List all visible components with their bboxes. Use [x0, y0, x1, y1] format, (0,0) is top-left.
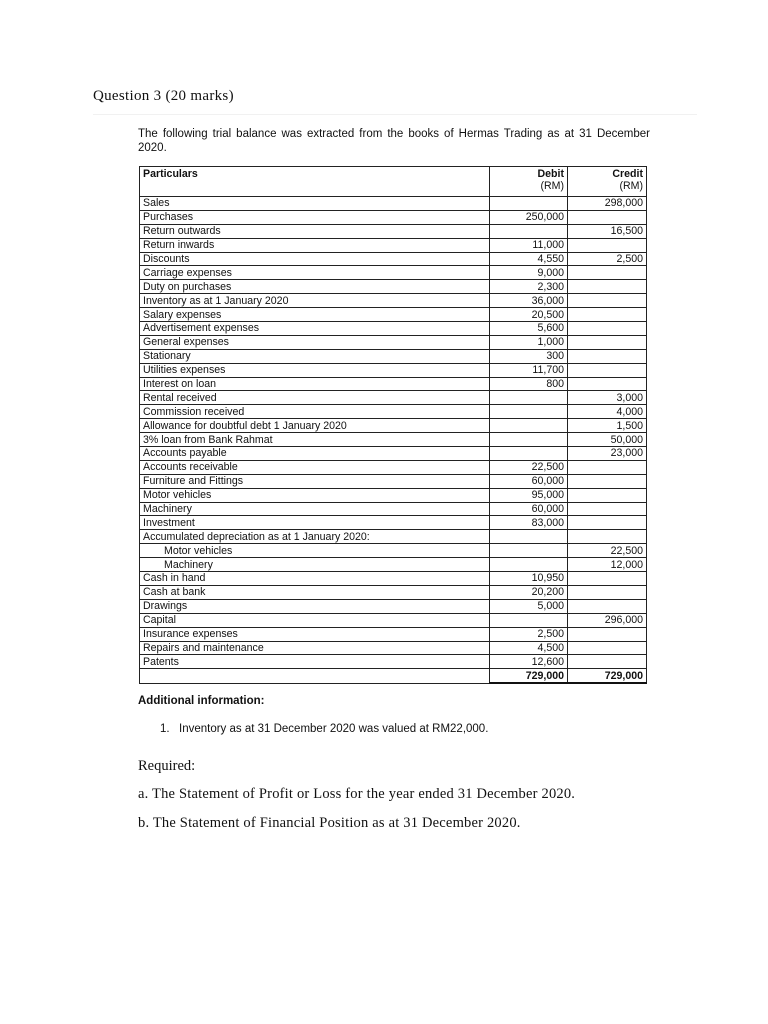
row-credit [568, 308, 647, 322]
row-particular: Duty on purchases [140, 280, 490, 294]
table-row [140, 363, 647, 377]
row-credit [568, 627, 647, 641]
row-particular: Capital [140, 613, 490, 627]
row-debit [490, 433, 568, 447]
row-particular: 3% loan from Bank Rahmat [140, 433, 490, 447]
required-item-a: a. The Statement of Profit or Loss for the year ended 31 December 2020. [138, 786, 576, 802]
row-credit [568, 280, 647, 294]
table-row [140, 488, 647, 502]
row-particular: Inventory as at 1 January 2020 [140, 294, 490, 308]
row-credit [568, 335, 647, 349]
row-debit: 800 [490, 377, 568, 391]
table-row [140, 349, 647, 363]
table-row [140, 599, 647, 613]
row-credit [568, 488, 647, 502]
table-row [140, 322, 647, 336]
row-debit: 83,000 [490, 516, 568, 530]
row-debit [490, 391, 568, 405]
total-credit: 729,000 [568, 669, 647, 683]
row-debit [490, 405, 568, 419]
table-row [140, 266, 647, 280]
row-debit [490, 544, 568, 558]
row-credit [568, 238, 647, 252]
table-row [140, 308, 647, 322]
row-particular: Motor vehicles [140, 488, 490, 502]
table-row [140, 419, 647, 433]
row-particular: Furniture and Fittings [140, 474, 490, 488]
row-credit [568, 572, 647, 586]
table-row [140, 391, 647, 405]
additional-info-number: 1. [160, 723, 170, 735]
row-credit [568, 655, 647, 669]
row-particular: Stationary [140, 349, 490, 363]
table-row [140, 280, 647, 294]
row-credit [568, 349, 647, 363]
row-credit [568, 585, 647, 599]
row-debit: 9,000 [490, 266, 568, 280]
table-row [140, 335, 647, 349]
row-particular: Return inwards [140, 238, 490, 252]
row-particular: Insurance expenses [140, 627, 490, 641]
table-row [140, 433, 647, 447]
row-debit: 22,500 [490, 460, 568, 474]
row-credit [568, 516, 647, 530]
row-credit: 23,000 [568, 447, 647, 461]
row-particular: Discounts [140, 252, 490, 266]
row-debit [490, 530, 568, 544]
row-debit: 4,500 [490, 641, 568, 655]
row-debit: 1,000 [490, 335, 568, 349]
totals-row [140, 669, 647, 683]
row-debit [490, 613, 568, 627]
row-debit: 2,500 [490, 627, 568, 641]
header-credit [568, 167, 647, 197]
row-debit: 36,000 [490, 294, 568, 308]
row-debit: 60,000 [490, 474, 568, 488]
row-debit: 11,000 [490, 238, 568, 252]
row-credit: 296,000 [568, 613, 647, 627]
header-debit-unit: (RM) [540, 180, 564, 192]
header-credit-unit: (RM) [619, 180, 643, 192]
row-particular: Machinery [140, 558, 490, 572]
row-debit [490, 224, 568, 238]
header-particulars: Particulars [140, 167, 490, 197]
row-credit: 16,500 [568, 224, 647, 238]
row-particular: Cash in hand [140, 572, 490, 586]
row-debit: 4,550 [490, 252, 568, 266]
row-debit: 5,600 [490, 322, 568, 336]
row-particular: Drawings [140, 599, 490, 613]
row-credit [568, 474, 647, 488]
row-particular: Accounts receivable [140, 460, 490, 474]
additional-info-item [160, 723, 488, 735]
row-debit: 10,950 [490, 572, 568, 586]
table-header-row [140, 167, 647, 197]
row-particular: Salary expenses [140, 308, 490, 322]
row-particular: Machinery [140, 502, 490, 516]
table-row [140, 197, 647, 211]
row-credit: 4,000 [568, 405, 647, 419]
row-credit [568, 502, 647, 516]
row-particular: Carriage expenses [140, 266, 490, 280]
row-credit [568, 599, 647, 613]
row-particular: Motor vehicles [140, 544, 490, 558]
row-particular: Purchases [140, 210, 490, 224]
row-credit [568, 294, 647, 308]
row-credit: 50,000 [568, 433, 647, 447]
row-credit [568, 460, 647, 474]
row-credit [568, 266, 647, 280]
divider [93, 114, 697, 115]
row-debit [490, 558, 568, 572]
row-debit [490, 447, 568, 461]
row-credit: 3,000 [568, 391, 647, 405]
table-row [140, 405, 647, 419]
row-credit [568, 377, 647, 391]
header-debit [490, 167, 568, 197]
row-credit: 1,500 [568, 419, 647, 433]
row-particular: Accounts payable [140, 447, 490, 461]
row-particular: Utilities expenses [140, 363, 490, 377]
row-credit: 22,500 [568, 544, 647, 558]
row-particular: Repairs and maintenance [140, 641, 490, 655]
row-debit [490, 419, 568, 433]
row-particular: Investment [140, 516, 490, 530]
row-debit: 5,000 [490, 599, 568, 613]
table-row [140, 238, 647, 252]
table-row [140, 502, 647, 516]
row-particular: Advertisement expenses [140, 322, 490, 336]
row-debit: 300 [490, 349, 568, 363]
table-row [140, 377, 647, 391]
table-row [140, 544, 647, 558]
table-row [140, 294, 647, 308]
row-particular: Patents [140, 655, 490, 669]
row-particular: General expenses [140, 335, 490, 349]
trial-balance-table [139, 166, 647, 684]
table-row [140, 655, 647, 669]
table-row [140, 224, 647, 238]
row-credit [568, 641, 647, 655]
row-debit: 250,000 [490, 210, 568, 224]
table-row [140, 460, 647, 474]
table-row [140, 516, 647, 530]
additional-info-text: Inventory as at 31 December 2020 was valued at RM22,000. [179, 723, 489, 735]
table-row [140, 613, 647, 627]
table-row [140, 474, 647, 488]
row-particular: Cash at bank [140, 585, 490, 599]
row-debit: 2,300 [490, 280, 568, 294]
table-row [140, 252, 647, 266]
header-credit-label: Credit [612, 168, 643, 180]
row-particular: Return outwards [140, 224, 490, 238]
header-debit-label: Debit [537, 168, 564, 180]
row-credit [568, 322, 647, 336]
row-credit: 2,500 [568, 252, 647, 266]
table-row [140, 210, 647, 224]
required-label: Required: [138, 758, 196, 774]
table-row [140, 627, 647, 641]
row-credit: 298,000 [568, 197, 647, 211]
row-credit: 12,000 [568, 558, 647, 572]
row-credit [568, 363, 647, 377]
row-debit [490, 197, 568, 211]
row-particular: Rental received [140, 391, 490, 405]
additional-info-heading: Additional information: [138, 695, 265, 707]
required-item-b: b. The Statement of Financial Position as at 31 December 2020. [138, 815, 521, 831]
row-credit [568, 530, 647, 544]
row-debit: 11,700 [490, 363, 568, 377]
row-particular: Allowance for doubtful debt 1 January 2020 [140, 419, 490, 433]
row-debit: 20,500 [490, 308, 568, 322]
row-debit: 20,200 [490, 585, 568, 599]
totals-label [140, 669, 490, 683]
row-debit: 60,000 [490, 502, 568, 516]
row-particular: Accumulated depreciation as at 1 January 2020: [140, 530, 490, 544]
total-debit: 729,000 [490, 669, 568, 683]
row-debit: 95,000 [490, 488, 568, 502]
row-particular: Interest on loan [140, 377, 490, 391]
table-row [140, 641, 647, 655]
intro-paragraph: The following trial balance was extracted from the books of Hermas Trading as at 31 December 2020. [138, 128, 650, 154]
table-row [140, 530, 647, 544]
question-title: Question 3 (20 marks) [93, 88, 234, 104]
row-particular: Sales [140, 197, 490, 211]
table-row [140, 572, 647, 586]
row-debit: 12,600 [490, 655, 568, 669]
table-row [140, 558, 647, 572]
table-row [140, 585, 647, 599]
row-particular: Commission received [140, 405, 490, 419]
row-credit [568, 210, 647, 224]
table-row [140, 447, 647, 461]
